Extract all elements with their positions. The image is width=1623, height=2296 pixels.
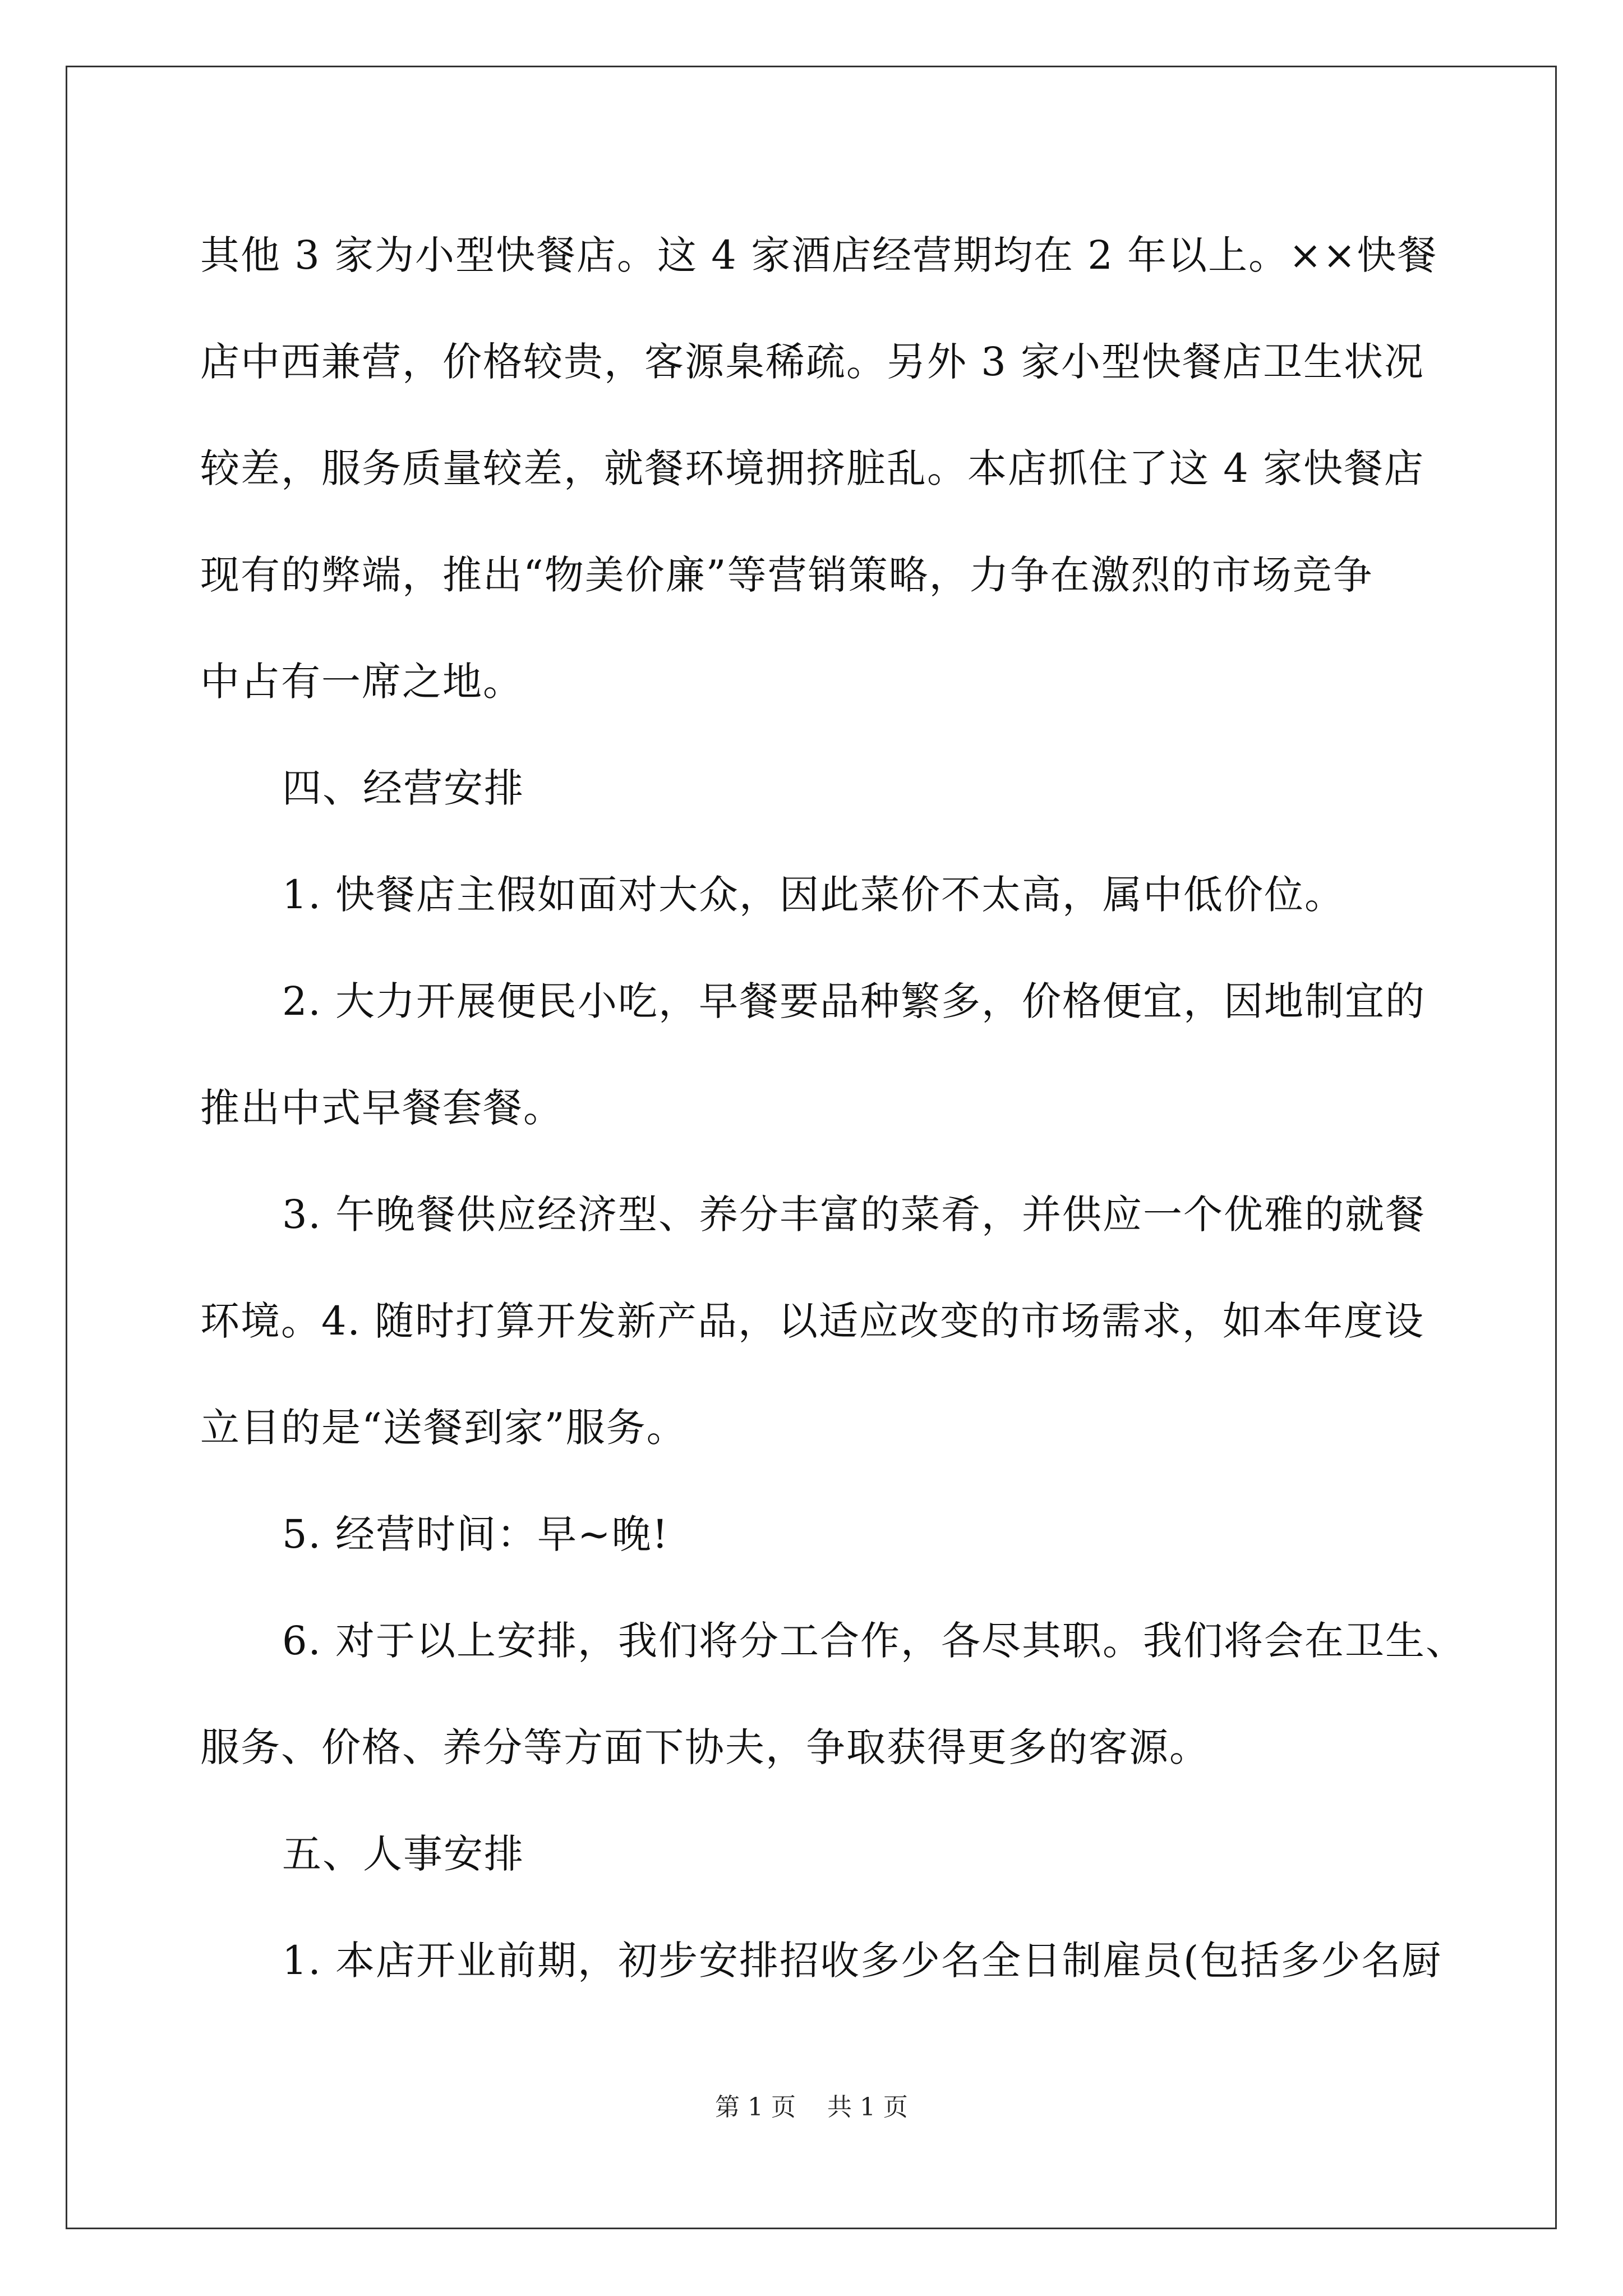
- body-line: 其他 3 家为小型快餐店。这 4 家酒店经营期均在 2 年以上。××快餐: [200, 232, 1438, 278]
- list-item: 1. 本店开业前期，初步安排招收多少名全日制雇员(包括多少名厨: [282, 1938, 1442, 1984]
- body-line: 推出中式早餐套餐。: [200, 1085, 564, 1131]
- section-heading: 五、人事安排: [282, 1831, 524, 1877]
- list-item: 5. 经营时间：早~晚!: [282, 1511, 669, 1557]
- body-line: 服务、价格、养分等方面下协夫，争取获得更多的客源。: [200, 1724, 1210, 1770]
- body-line: 较差，服务质量较差，就餐环境拥挤脏乱。本店抓住了这 4 家快餐店: [200, 445, 1425, 491]
- section-heading: 四、经营安排: [282, 765, 524, 811]
- list-item: 3. 午晚餐供应经济型、养分丰富的菜肴，并供应一个优雅的就餐: [282, 1191, 1426, 1237]
- body-line: 立目的是“送餐到家”服务。: [200, 1405, 687, 1451]
- list-item: 6. 对于以上安排，我们将分工合作，各尽其职。我们将会在卫生、: [282, 1618, 1467, 1664]
- list-item: 2. 大力开展便民小吃，早餐要品种繁多，价格便宜，因地制宜的: [282, 978, 1426, 1024]
- body-line: 中占有一席之地。: [200, 659, 523, 705]
- page-footer: 第 1 页 共 1 页: [715, 2093, 908, 2122]
- list-item: 1. 快餐店主假如面对大众，因此菜价不太高，属中低价位。: [282, 872, 1345, 918]
- body-line: 现有的弊端，推出“物美价廉”等营销策略，力争在激烈的市场竞争: [200, 552, 1373, 598]
- body-line: 环境。4. 随时打算开发新产品，以适应改变的市场需求，如本年度设: [200, 1298, 1425, 1344]
- body-line: 店中西兼营，价格较贵，客源臬稀疏。另外 3 家小型快餐店卫生状况: [200, 339, 1425, 385]
- document-body: [200, 202, 1467, 2014]
